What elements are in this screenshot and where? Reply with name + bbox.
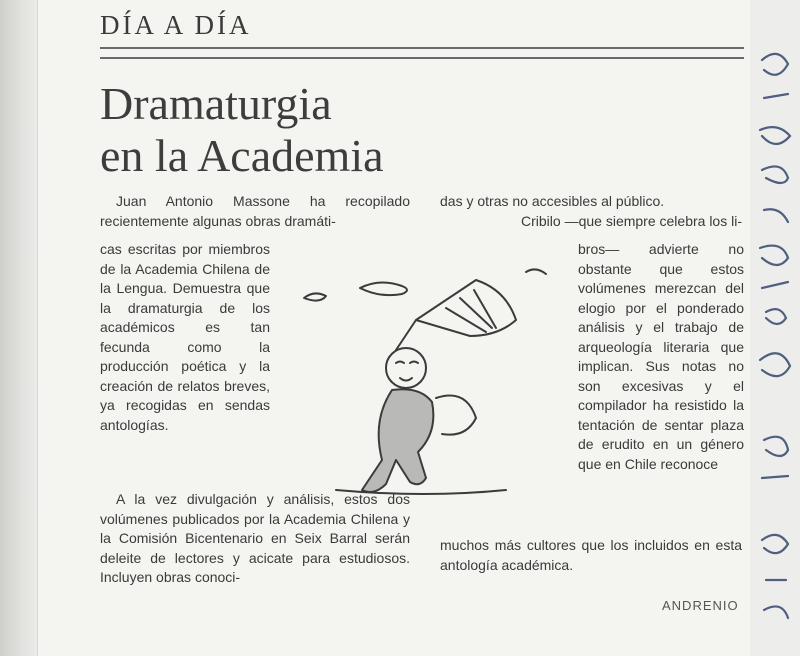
article-paragraph: A la vez divulgación y análisis, estos dos volúmenes publicados por la Academia Chilena y la Comisión Bicentenario en Seix Barral serán deleite de lectores y acicate para estudiosos. Incluyen obras conoci- [100, 491, 410, 585]
article-paragraph: Cribilo —que siempre celebra los li- [521, 212, 742, 229]
article-paragraph: bros— advierte no obstante que estos volúmenes merezcan del elogio por el ponderado análisis y el trabajo de arqueología literaria que implican. Sus notas no son excesivas y el compilador ha resistido la tentación de sentar plaza de erudito en un género que en Chile reconoce [578, 241, 744, 472]
section-rule [100, 47, 744, 59]
section-title: DÍA A DÍA [100, 10, 252, 40]
article-paragraph: cas escritas por miembros de la Academia Chilena de la Lengua. Demuestra que la dramaturgia de los académicos es tan fecunda como la producción poética y la creación de relatos breves, ya recogidas en sendas antologías. [100, 241, 270, 433]
headline [100, 78, 384, 182]
cartoon-illustration [296, 258, 566, 508]
handwritten-date-note [752, 20, 800, 640]
article-paragraph: muchos más cultores que los incluidos en esta antología académica. [440, 537, 742, 573]
article-paragraph: das y otras no accesibles al público. [440, 193, 665, 209]
article-column-left-top [100, 192, 410, 231]
article-column-right-mid [578, 240, 744, 474]
article-column-right-top [440, 192, 742, 231]
article-column-right-bottom [440, 536, 742, 575]
headline-line-1: Dramaturgia [100, 78, 332, 129]
article-paragraph: Juan Antonio Massone ha recopilado recientemente algunas obras dramáti- [100, 193, 410, 229]
article-column-left-mid [100, 240, 270, 435]
paper-shadow-edge [0, 0, 38, 656]
author-signature: ANDRENIO [662, 598, 739, 613]
headline-line-2: en la Academia [100, 130, 384, 181]
